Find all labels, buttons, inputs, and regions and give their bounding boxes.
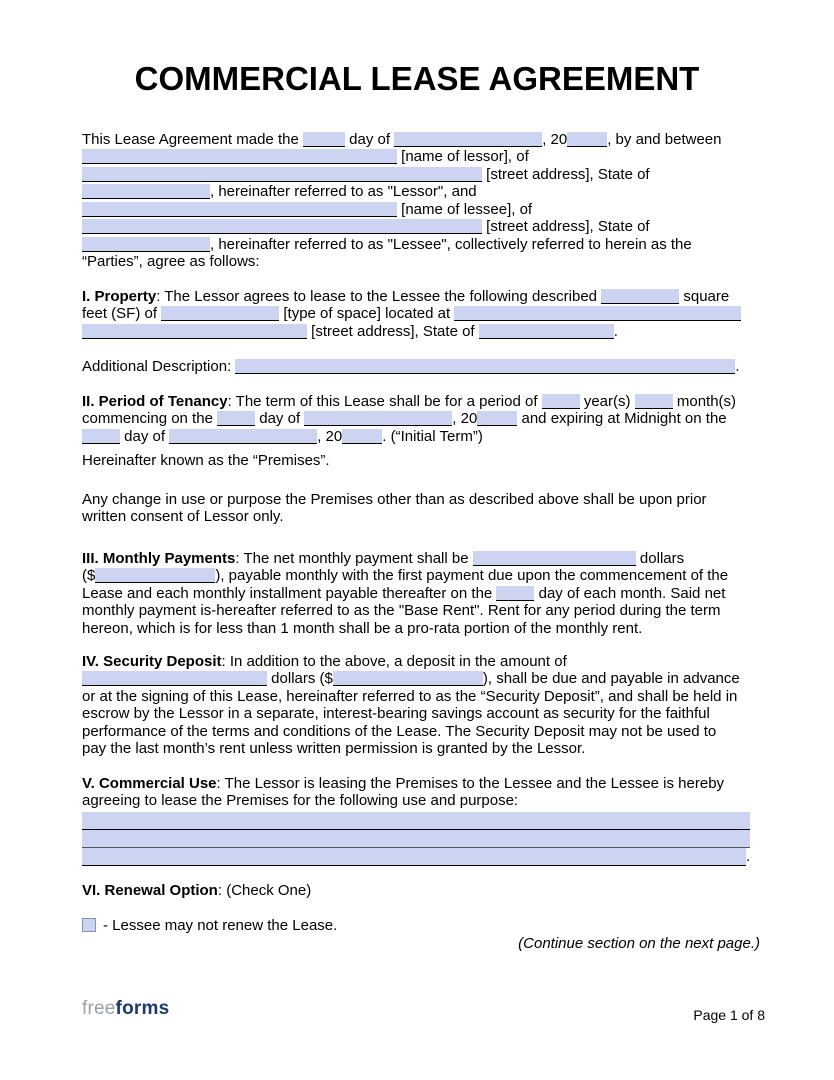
property-text: : The Lessor agrees to lease to the Lessee the following described xyxy=(156,288,598,305)
commercial-use-end: . xyxy=(746,847,751,865)
tenancy-text: day of xyxy=(259,410,301,428)
intro-text: [street address], State of xyxy=(486,218,650,236)
term-months-field[interactable] xyxy=(635,394,673,409)
property-state-field[interactable] xyxy=(479,324,614,339)
intro-text: , by and between xyxy=(607,131,722,148)
property-text: [street address], State of xyxy=(311,322,475,340)
deposit-text: or at the signing of this Lease, hereinafter referred to as the “Security Deposit”, and shall be held in xyxy=(82,687,738,705)
additional-description-end: . xyxy=(735,358,740,375)
tenancy-text: month(s) xyxy=(676,393,737,410)
expire-month-field[interactable] xyxy=(169,429,317,444)
term-years-field[interactable] xyxy=(542,394,580,409)
commence-month-field[interactable] xyxy=(304,411,452,426)
intro-text: , hereinafter referred to as "Lessor", and xyxy=(210,183,477,201)
monthly-text: dollars xyxy=(639,550,685,567)
deposit-text: escrow by the Lessor in a separate, interest-bearing savings account as security for the faithful xyxy=(82,705,710,723)
deposit-text: : In addition to the above, a deposit in the amount of xyxy=(221,653,567,670)
monthly-text: Lease and each monthly installment payable thereafter on the xyxy=(82,584,493,602)
freeforms-logo xyxy=(82,998,169,1020)
tenancy-text: , 20 xyxy=(452,410,478,428)
lessor-street-address-field[interactable] xyxy=(82,167,482,182)
section-property xyxy=(82,288,760,340)
agreement-day-field[interactable] xyxy=(303,132,345,147)
additional-description-field[interactable] xyxy=(235,359,735,374)
property-address-field-1[interactable] xyxy=(454,306,741,321)
monthly-text: hereon, which is for less than 1 month shall be a pro-rata portion of the monthly rent. xyxy=(82,619,643,637)
tenancy-text: . (“Initial Term”) xyxy=(382,427,483,445)
page-title: COMMERCIAL LEASE AGREEMENT xyxy=(134,60,700,97)
type-of-space-field[interactable] xyxy=(161,306,279,321)
agreement-year-field[interactable] xyxy=(567,132,607,147)
lessee-state-field[interactable] xyxy=(82,237,210,252)
tenancy-text: day of xyxy=(124,427,166,445)
monthly-text: ), payable monthly with the first payment due upon the commencement of the xyxy=(215,567,729,585)
commence-year-field[interactable] xyxy=(477,411,517,426)
lessee-name-field[interactable] xyxy=(82,202,397,217)
section-security-deposit-heading: IV. Security Deposit xyxy=(82,653,222,670)
continue-note xyxy=(82,935,760,952)
additional-description-row xyxy=(82,358,760,375)
intro-paragraph xyxy=(82,131,760,271)
deposit-text: dollars ($ xyxy=(271,670,333,688)
continue-note-text: (Continue section on the next page.) xyxy=(518,935,760,952)
use-change-note xyxy=(82,491,760,526)
premises-note xyxy=(82,452,760,469)
agreement-month-field[interactable] xyxy=(394,132,542,147)
use-purpose-field-2[interactable] xyxy=(82,830,750,848)
use-change-note-text: written consent of Lessor only. xyxy=(82,508,284,526)
deposit-text: ), shall be due and payable in advance xyxy=(482,670,740,688)
tenancy-text: and expiring at Midnight on the xyxy=(521,410,727,428)
section-renewal-option xyxy=(82,882,760,899)
section-security-deposit xyxy=(82,653,760,758)
rent-amount-field[interactable] xyxy=(95,568,215,583)
page-number: Page 1 of 8 xyxy=(693,1007,765,1023)
section-commercial-use-heading: V. Commercial Use xyxy=(82,775,217,792)
commercial-use-text: agreeing to lease the Premises for the following use and purpose: xyxy=(82,792,519,810)
intro-text: “Parties”, agree as follows: xyxy=(82,253,260,271)
renewal-option-row xyxy=(82,917,760,934)
section-tenancy xyxy=(82,393,760,445)
section-monthly-payments-heading: III. Monthly Payments xyxy=(82,550,236,567)
property-text: [type of space] located at xyxy=(283,305,451,323)
no-renew-label: - Lessee may not renew the Lease. xyxy=(103,917,338,934)
section-renewal-option-heading: VI. Renewal Option xyxy=(82,882,218,899)
deposit-text: pay the last month’s rent unless written permission is granted by the Lessor. xyxy=(82,740,586,758)
tenancy-text: : The term of this Lease shall be for a period of xyxy=(227,393,538,410)
monthly-text: : The net monthly payment shall be xyxy=(235,550,469,567)
intro-text: [street address], State of xyxy=(486,165,650,183)
deposit-words-field[interactable] xyxy=(82,671,267,686)
monthly-text: ($ xyxy=(82,567,96,585)
additional-description-label: Additional Description: xyxy=(82,358,232,375)
deposit-amount-field[interactable] xyxy=(333,671,483,686)
intro-text: This Lease Agreement made the xyxy=(82,131,299,148)
intro-text: , hereinafter referred to as "Lessee", collectively referred to herein as the xyxy=(210,235,692,253)
renewal-option-text: : (Check One) xyxy=(217,882,312,899)
section-monthly-payments xyxy=(82,550,760,637)
property-text: . xyxy=(613,322,618,340)
commercial-use-text: : The Lessor is leasing the Premises to the Lessee and the Lessee is hereby xyxy=(216,775,725,792)
property-address-field-2[interactable] xyxy=(82,324,307,339)
intro-text: , 20 xyxy=(542,131,568,148)
no-renew-checkbox[interactable] xyxy=(82,918,96,932)
tenancy-text: , 20 xyxy=(317,427,343,445)
square-feet-field[interactable] xyxy=(601,289,679,304)
premises-note-text: Hereinafter known as the “Premises”. xyxy=(82,452,330,469)
expire-year-field[interactable] xyxy=(342,429,382,444)
commence-day-field[interactable] xyxy=(217,411,255,426)
tenancy-text: commencing on the xyxy=(82,410,213,428)
rent-due-day-field[interactable] xyxy=(496,586,534,601)
lessee-street-address-field[interactable] xyxy=(82,219,482,234)
use-purpose-field-3[interactable] xyxy=(82,848,746,866)
rent-words-field[interactable] xyxy=(473,551,636,566)
deposit-text: performance of the terms and conditions of the Lease. The Security Deposit may not be used to xyxy=(82,722,717,740)
section-property-heading: I. Property xyxy=(82,288,157,305)
logo-forms-text: forms xyxy=(115,998,170,1019)
monthly-text: monthly payment is-hereafter referred to as the "Base Rent". Rent for any period during the term xyxy=(82,602,721,620)
property-text: feet (SF) of xyxy=(82,305,158,323)
expire-day-field[interactable] xyxy=(82,429,120,444)
section-tenancy-heading: II. Period of Tenancy xyxy=(82,393,228,410)
lessor-name-field[interactable] xyxy=(82,149,397,164)
intro-text: day of xyxy=(349,131,391,148)
lessor-state-field[interactable] xyxy=(82,184,210,199)
monthly-text: day of each month. Said net xyxy=(538,584,726,602)
logo-free-text: free xyxy=(82,998,116,1019)
section-commercial-use xyxy=(82,775,760,866)
intro-text: [name of lessor], of xyxy=(401,148,529,166)
property-text: square xyxy=(683,288,730,305)
intro-text: [name of lessee], of xyxy=(401,200,533,218)
tenancy-text: year(s) xyxy=(583,393,631,410)
use-change-note-text: Any change in use or purpose the Premises other than as described above shall be upon prior xyxy=(82,491,707,508)
use-purpose-field-1[interactable] xyxy=(82,812,750,830)
